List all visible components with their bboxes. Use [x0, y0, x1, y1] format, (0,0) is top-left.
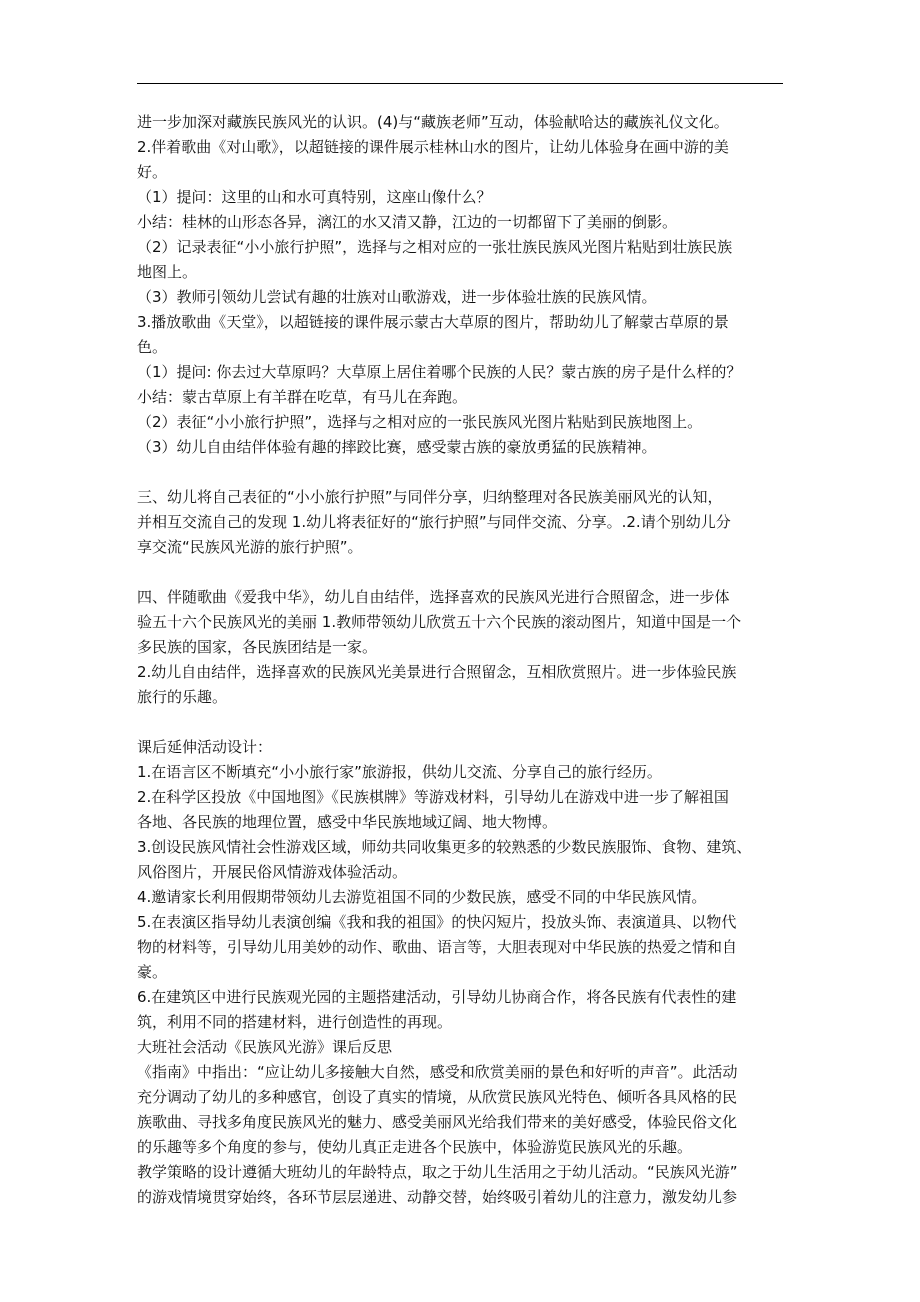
text-line: （3）教师引领幼儿尝试有趣的壮族对山歌游戏，进一步体验壮族的民族风情。 — [137, 288, 657, 306]
text-line: 充分调动了幼儿的多种感官，创设了真实的情境，从欣赏民族风光特色、倾听各具风格的民 — [137, 1088, 738, 1106]
text-line: 小结：桂林的山形态各异，漓江的水又清又静，江边的一切都留下了美丽的倒影。 — [137, 213, 678, 231]
document-body — [137, 110, 787, 1210]
text-line: 5.在表演区指导幼儿表演创编《我和我的祖国》的快闪短片，投放头饰、表演道具、以物代 — [137, 913, 737, 931]
text-line: 族歌曲、寻找多角度民族风光的魅力、感受美丽风光给我们带来的美好感受，体验民俗文化 — [137, 1113, 738, 1131]
text-line: （2）表征“小小旅行护照”，选择与之相对应的一张民族风光图片粘贴到民族地图上。 — [137, 413, 703, 431]
text-line: 地图上。 — [137, 263, 198, 281]
text-line: 好。 — [137, 163, 168, 181]
text-line: （2）记录表征“小小旅行护照”，选择与之相对应的一张壮族民族风光图片粘贴到壮族民族 — [137, 238, 733, 256]
text-line: 风俗图片，开展民俗风情游戏体验活动。 — [137, 863, 408, 881]
text-line: 1.在语言区不断填充“小小旅行家”旅游报，供幼儿交流、分享自己的旅行经历。 — [137, 763, 662, 781]
text-line: 6.在建筑区中进行民族观光园的主题搭建活动，引导幼儿协商合作，将各民族有代表性的建 — [137, 988, 737, 1006]
blank-line — [137, 560, 787, 585]
blank-line — [137, 460, 787, 485]
text-line: 的游戏情境贯穿始终，各环节层层递进、动静交替，始终吸引着幼儿的注意力，激发幼儿参 — [137, 1188, 738, 1206]
text-line: 2.幼儿自由结伴，选择喜欢的民族风光美景进行合照留念，互相欣赏照片。进一步体验民族 — [137, 663, 737, 681]
text-line: 的乐趣等多个角度的参与，使幼儿真正走进各个民族中，体验游览民族风光的乐趣。 — [137, 1138, 693, 1156]
text-line: 筑，利用不同的搭建材料，进行创造性的再现。 — [137, 1013, 453, 1031]
text-line: 进一步加深对藏族民族风光的认识。(4)与“藏族老师”互动，体验献哈达的藏族礼仪文化。 — [137, 113, 729, 131]
text-line: 《指南》中指出：“应让幼儿多接触大自然，感受和欣赏美丽的景色和好听的声音”。此活动 — [137, 1063, 738, 1081]
text-line: 4.邀请家长利用假期带领幼儿去游览祖国不同的少数民族，感受不同的中华民族风情。 — [137, 888, 707, 906]
text-line: 多民族的国家，各民族团结是一家。 — [137, 638, 378, 656]
text-line: 各地、各民族的地理位置，感受中华民族地域辽阔、地大物博。 — [137, 813, 558, 831]
text-line: 物的材料等，引导幼儿用美妙的动作、歌曲、语言等，大胆表现对中华民族的热爱之情和自 — [137, 938, 738, 956]
text-line: 课后延伸活动设计： — [137, 738, 273, 756]
text-line: 2.伴着歌曲《对山歌》，以超链接的课件展示桂林山水的图片，让幼儿体验身在画中游的美 — [137, 138, 729, 156]
text-line: 2.在科学区投放《中国地图》《民族棋牌》等游戏材料，引导幼儿在游戏中进一步了解祖国 — [137, 788, 729, 806]
text-line: （1）提问: 你去过大草原吗？大草原上居住着哪个民族的人民？蒙古族的房子是什么样的？ — [137, 363, 742, 381]
text-line: 三、幼儿将自己表征的“小小旅行护照”与同伴分享，归纳整理对各民族美丽风光的认知， — [137, 488, 723, 506]
text-line: 享交流“民族风光游的旅行护照”。 — [137, 538, 363, 556]
text-line: 3.创设民族风情社会性游戏区域，师幼共同收集更多的较熟悉的少数民族服饰、食物、建筑、 — [137, 838, 752, 856]
text-line: 四、伴随歌曲《爱我中华》，幼儿自由结伴，选择喜欢的民族风光进行合照留念，进一步体 — [137, 588, 730, 606]
text-line: 验五十六个民族风光的美丽 1.教师带领幼儿欣赏五十六个民族的滚动图片，知道中国是一个 — [137, 613, 742, 631]
text-line: 色。 — [137, 338, 168, 356]
blank-line — [137, 710, 787, 735]
text-line: 并相互交流自己的发现 1.幼儿将表征好的“旅行护照”与同伴交流、分享。.2.请个别幼儿分 — [137, 513, 731, 531]
text-line: （1）提问：这里的山和水可真特别，这座山像什么？ — [137, 188, 492, 206]
text-line: 教学策略的设计遵循大班幼儿的年龄特点，取之于幼儿生活用之于幼儿活动。“民族风光游” — [137, 1163, 738, 1181]
text-line: 3.播放歌曲《天堂》，以超链接的课件展示蒙古大草原的图片，帮助幼儿了解蒙古草原的景 — [137, 313, 729, 331]
text-line: 豪。 — [137, 963, 168, 981]
text-line: 大班社会活动《民族风光游》课后反思 — [137, 1038, 393, 1056]
header-divider — [137, 83, 783, 84]
text-line: 旅行的乐趣。 — [137, 688, 228, 706]
text-line: （3）幼儿自由结伴体验有趣的摔跤比赛，感受蒙古族的豪放勇猛的民族精神。 — [137, 438, 657, 456]
text-line: 小结：蒙古草原上有羊群在吃草，有马儿在奔跑。 — [137, 388, 468, 406]
